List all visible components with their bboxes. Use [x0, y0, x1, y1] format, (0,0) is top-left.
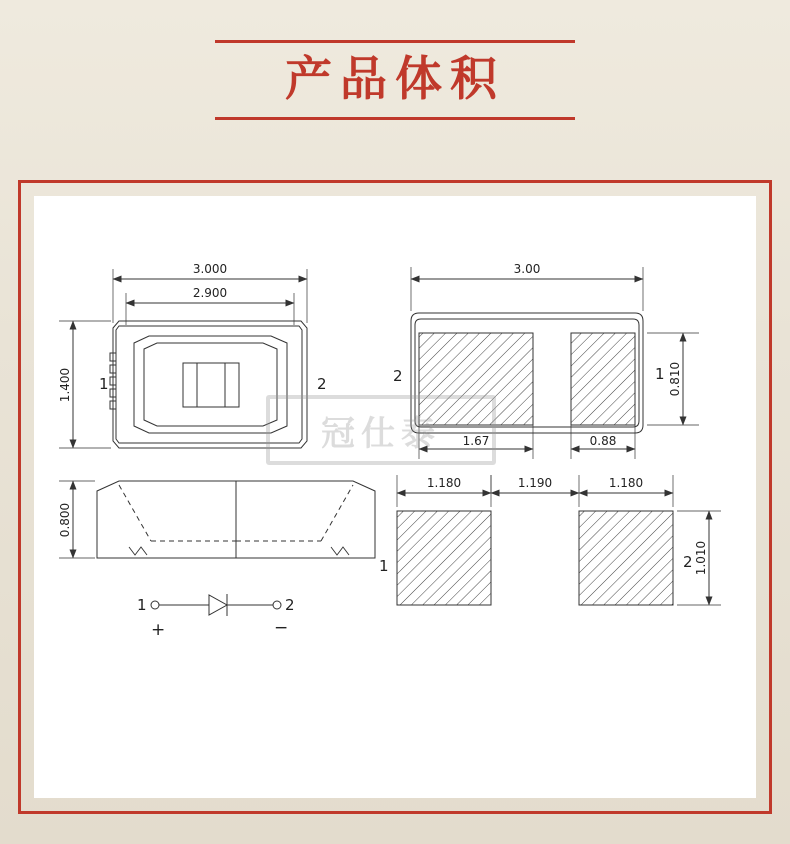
- dim-sec-left-pad: 1.67: [462, 434, 490, 448]
- dim-sec-height: 0.810: [668, 361, 682, 397]
- dim-pad-gap: 1.190: [517, 476, 553, 490]
- symbol-pin2-label: 2: [285, 596, 295, 614]
- pad-view-pin1-label: 1: [379, 557, 389, 575]
- dim-sec-right-pad: 0.88: [589, 434, 617, 448]
- symbol-minus-label: −: [274, 618, 289, 638]
- page-title: 产品体积: [285, 52, 505, 107]
- dim-pad-height: 1.010: [694, 540, 708, 576]
- technical-drawing: [31, 193, 759, 801]
- top-view-pin1-label: 1: [99, 375, 109, 393]
- view-circuit-symbol: [137, 594, 295, 640]
- view-top: [58, 262, 327, 448]
- top-view-pin2-label: 2: [317, 375, 327, 393]
- dim-side-height: 0.800: [58, 502, 72, 538]
- section-view-pin2-label: 2: [393, 367, 403, 385]
- page-title-block: [0, 40, 790, 120]
- pad-view-pin2-label: 2: [683, 553, 693, 571]
- view-side: [58, 481, 375, 558]
- dim-top-outer: 3.000: [192, 262, 228, 276]
- dim-top-inner: 2.900: [192, 286, 228, 300]
- section-view-pin1-label: 1: [655, 365, 665, 383]
- dim-top-height: 1.400: [58, 367, 72, 403]
- view-pad-layout: [379, 475, 721, 605]
- dim-sec-width: 3.00: [513, 262, 541, 276]
- dim-pad-left: 1.180: [426, 476, 462, 490]
- dim-pad-right: 1.180: [608, 476, 644, 490]
- watermark: 冠仕泰: [266, 395, 496, 465]
- symbol-plus-label: +: [151, 620, 166, 640]
- symbol-pin1-label: 1: [137, 596, 147, 614]
- title-rule-bottom: [215, 117, 575, 120]
- view-section: [393, 262, 699, 459]
